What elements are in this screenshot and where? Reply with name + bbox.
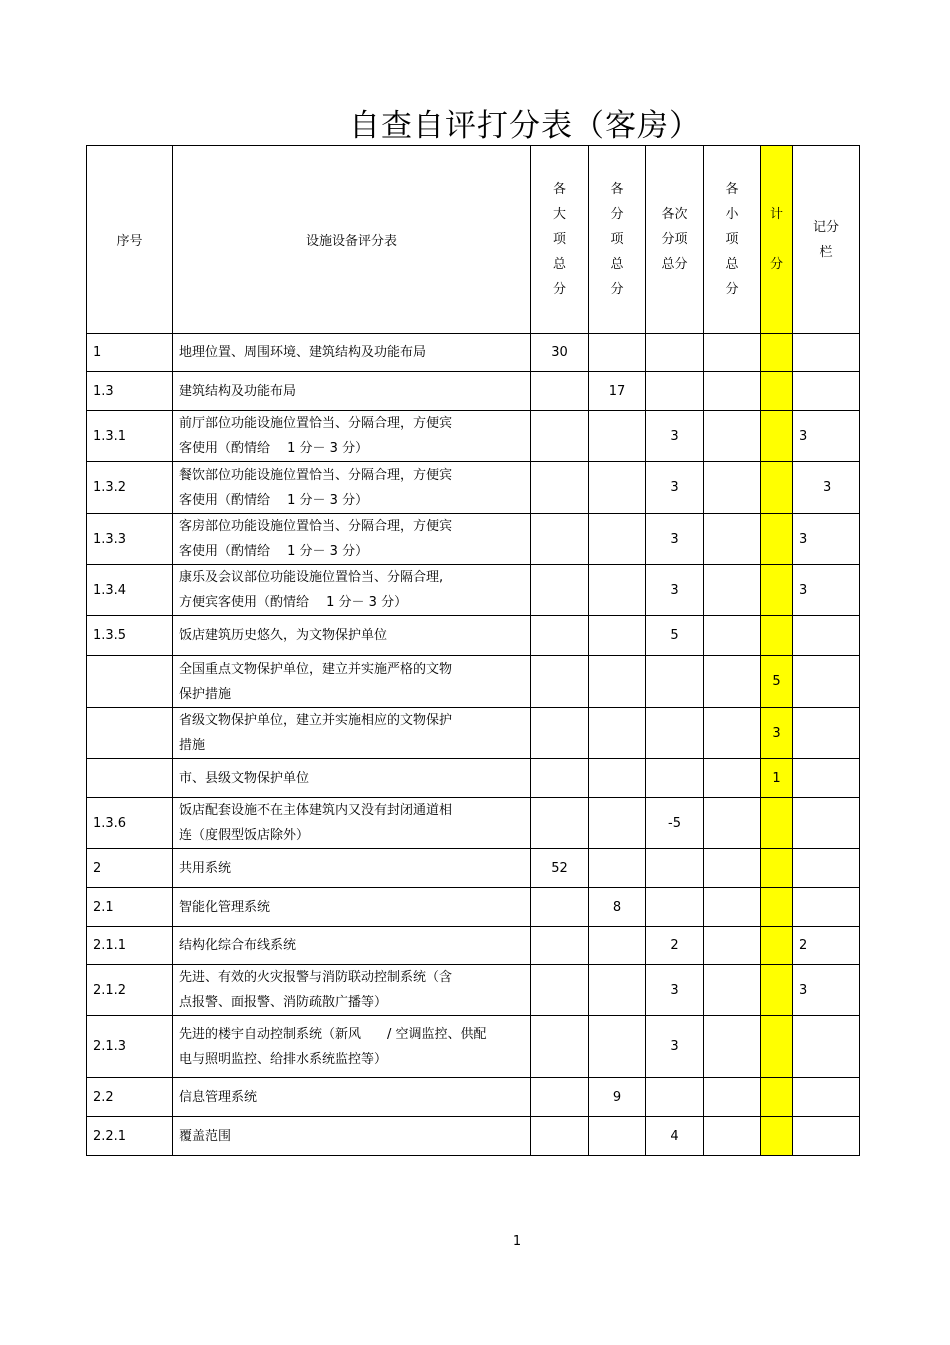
cell-minor: [704, 888, 761, 927]
cell-major: [531, 411, 589, 462]
cell-minor: [704, 965, 761, 1016]
cell-count: [761, 1078, 793, 1117]
cell-count: [761, 888, 793, 927]
cell-count: [761, 462, 793, 514]
cell-record: [793, 759, 860, 798]
table-row: [87, 1078, 860, 1117]
cell-major: [531, 1078, 589, 1117]
cell-secondary: 2: [646, 927, 704, 965]
cell-record: 3: [793, 514, 860, 565]
table-row: [87, 565, 860, 616]
header-row: [87, 146, 860, 334]
cell-desc: 康乐及会议部位功能设施位置恰当、分隔合理, 方便宾客使用（酌情给 1 分－ 3 分）: [173, 565, 531, 616]
cell-count: [761, 565, 793, 616]
cell-minor: [704, 927, 761, 965]
cell-sub: [589, 849, 646, 888]
cell-desc: 先进、有效的火灾报警与消防联动控制系统（含 点报警、面报警、消防疏散广播等）: [173, 965, 531, 1016]
cell-count: [761, 1117, 793, 1156]
cell-record: [793, 708, 860, 759]
cell-secondary: 5: [646, 616, 704, 656]
cell-count: [761, 372, 793, 411]
cell-secondary: 3: [646, 565, 704, 616]
cell-sub: [589, 334, 646, 372]
cell-record: [793, 849, 860, 888]
cell-secondary: [646, 372, 704, 411]
cell-secondary: [646, 656, 704, 708]
cell-seq: 2.1.3: [87, 1016, 173, 1078]
cell-record: 3: [793, 565, 860, 616]
cell-secondary: [646, 708, 704, 759]
cell-desc: 地理位置、周围环境、建筑结构及功能布局: [173, 334, 531, 372]
cell-seq: 1.3.1: [87, 411, 173, 462]
header-name: 设施设备评分表: [173, 146, 531, 334]
table-row: [87, 656, 860, 708]
cell-desc: 共用系统: [173, 849, 531, 888]
header-sub: 各 分 项 总 分: [589, 146, 646, 334]
cell-count: [761, 616, 793, 656]
cell-major: 30: [531, 334, 589, 372]
cell-count: [761, 411, 793, 462]
cell-seq: [87, 656, 173, 708]
cell-major: [531, 656, 589, 708]
cell-minor: [704, 411, 761, 462]
cell-count: 5: [761, 656, 793, 708]
cell-minor: [704, 462, 761, 514]
cell-sub: [589, 708, 646, 759]
cell-secondary: [646, 849, 704, 888]
cell-sub: [589, 411, 646, 462]
cell-major: [531, 616, 589, 656]
header-secondary: 各次 分项 总分: [646, 146, 704, 334]
cell-desc: 饭店配套设施不在主体建筑内又没有封闭通道相 连（度假型饭店除外）: [173, 798, 531, 849]
cell-seq: [87, 708, 173, 759]
cell-major: [531, 1117, 589, 1156]
table-row: [87, 965, 860, 1016]
cell-seq: [87, 759, 173, 798]
table-row: [87, 759, 860, 798]
cell-major: [531, 927, 589, 965]
cell-count: 3: [761, 708, 793, 759]
cell-count: [761, 798, 793, 849]
header-count: 计 分: [761, 146, 793, 334]
cell-secondary: 3: [646, 411, 704, 462]
table-row: [87, 849, 860, 888]
cell-minor: [704, 1117, 761, 1156]
cell-minor: [704, 759, 761, 798]
cell-secondary: 3: [646, 965, 704, 1016]
cell-record: [793, 334, 860, 372]
cell-sub: 8: [589, 888, 646, 927]
table-row: [87, 411, 860, 462]
cell-seq: 2.2.1: [87, 1117, 173, 1156]
cell-major: [531, 1016, 589, 1078]
header-major: 各 大 项 总 分: [531, 146, 589, 334]
cell-record: 3: [793, 965, 860, 1016]
cell-seq: 1.3.2: [87, 462, 173, 514]
cell-seq: 2: [87, 849, 173, 888]
cell-minor: [704, 656, 761, 708]
cell-record: [793, 616, 860, 656]
cell-major: [531, 565, 589, 616]
header-minor: 各 小 项 总 分: [704, 146, 761, 334]
cell-secondary: [646, 1078, 704, 1117]
cell-minor: [704, 708, 761, 759]
cell-secondary: [646, 334, 704, 372]
cell-desc: 餐饮部位功能设施位置恰当、分隔合理，方便宾 客使用（酌情给 1 分－ 3 分）: [173, 462, 531, 514]
cell-count: [761, 927, 793, 965]
table-row: [87, 372, 860, 411]
header-record: 记分 栏: [793, 146, 860, 334]
cell-record: [793, 798, 860, 849]
cell-minor: [704, 616, 761, 656]
cell-sub: 9: [589, 1078, 646, 1117]
cell-major: 52: [531, 849, 589, 888]
cell-sub: [589, 759, 646, 798]
cell-desc: 建筑结构及功能布局: [173, 372, 531, 411]
cell-sub: [589, 462, 646, 514]
cell-desc: 覆盖范围: [173, 1117, 531, 1156]
cell-major: [531, 888, 589, 927]
cell-seq: 2.1.2: [87, 965, 173, 1016]
cell-seq: 2.1.1: [87, 927, 173, 965]
cell-minor: [704, 514, 761, 565]
cell-desc: 全国重点文物保护单位，建立并实施严格的文物 保护措施: [173, 656, 531, 708]
cell-desc: 省级文物保护单位，建立并实施相应的文物保护 措施: [173, 708, 531, 759]
cell-sub: [589, 927, 646, 965]
cell-major: [531, 798, 589, 849]
header-seq: 序号: [87, 146, 173, 334]
cell-desc: 信息管理系统: [173, 1078, 531, 1117]
cell-sub: [589, 965, 646, 1016]
cell-sub: [589, 514, 646, 565]
cell-count: [761, 849, 793, 888]
cell-seq: 1.3.3: [87, 514, 173, 565]
cell-major: [531, 759, 589, 798]
cell-seq: 2.2: [87, 1078, 173, 1117]
cell-record: 3: [793, 411, 860, 462]
cell-secondary: 3: [646, 462, 704, 514]
cell-record: 3: [793, 462, 860, 514]
table-row: [87, 708, 860, 759]
table-row: [87, 888, 860, 927]
cell-secondary: 3: [646, 1016, 704, 1078]
cell-record: [793, 656, 860, 708]
page-number: 1: [512, 1234, 522, 1249]
cell-desc: 智能化管理系统: [173, 888, 531, 927]
cell-major: [531, 462, 589, 514]
cell-record: 2: [793, 927, 860, 965]
cell-secondary: [646, 888, 704, 927]
cell-seq: 1.3.5: [87, 616, 173, 656]
cell-seq: 1: [87, 334, 173, 372]
cell-minor: [704, 1078, 761, 1117]
cell-secondary: -5: [646, 798, 704, 849]
cell-record: [793, 1078, 860, 1117]
cell-major: [531, 514, 589, 565]
cell-secondary: 3: [646, 514, 704, 565]
cell-count: [761, 1016, 793, 1078]
cell-secondary: [646, 759, 704, 798]
table-row: [87, 927, 860, 965]
cell-record: [793, 888, 860, 927]
cell-seq: 1.3: [87, 372, 173, 411]
cell-desc: 客房部位功能设施位置恰当、分隔合理，方便宾 客使用（酌情给 1 分－ 3 分）: [173, 514, 531, 565]
cell-record: [793, 1016, 860, 1078]
cell-minor: [704, 1016, 761, 1078]
cell-sub: 17: [589, 372, 646, 411]
cell-minor: [704, 372, 761, 411]
cell-sub: [589, 616, 646, 656]
cell-desc: 饭店建筑历史悠久，为文物保护单位: [173, 616, 531, 656]
cell-major: [531, 372, 589, 411]
cell-seq: 1.3.4: [87, 565, 173, 616]
cell-record: [793, 372, 860, 411]
cell-desc: 市、县级文物保护单位: [173, 759, 531, 798]
cell-minor: [704, 849, 761, 888]
cell-major: [531, 965, 589, 1016]
cell-count: 1: [761, 759, 793, 798]
table-row: [87, 462, 860, 514]
table-row: [87, 616, 860, 656]
table-row: [87, 798, 860, 849]
cell-seq: 1.3.6: [87, 798, 173, 849]
cell-count: [761, 334, 793, 372]
cell-minor: [704, 334, 761, 372]
cell-sub: [589, 798, 646, 849]
cell-sub: [589, 1016, 646, 1078]
cell-record: [793, 1117, 860, 1156]
table-row: [87, 1117, 860, 1156]
cell-major: [531, 708, 589, 759]
cell-desc: 前厅部位功能设施位置恰当、分隔合理，方便宾 客使用（酌情给 1 分－ 3 分）: [173, 411, 531, 462]
cell-sub: [589, 1117, 646, 1156]
page-title: 自查自评打分表（客房）: [349, 108, 701, 144]
cell-count: [761, 514, 793, 565]
cell-sub: [589, 565, 646, 616]
cell-secondary: 4: [646, 1117, 704, 1156]
cell-desc: 结构化综合布线系统: [173, 927, 531, 965]
cell-seq: 2.1: [87, 888, 173, 927]
score-table: [86, 145, 860, 1156]
table-row: [87, 514, 860, 565]
cell-minor: [704, 798, 761, 849]
cell-sub: [589, 656, 646, 708]
cell-minor: [704, 565, 761, 616]
table-row: [87, 334, 860, 372]
table-body: [87, 334, 860, 1156]
cell-desc: 先进的楼宇自动控制系统（新风 / 空调监控、供配 电与照明监控、给排水系统监控等）: [173, 1016, 531, 1078]
table-row: [87, 1016, 860, 1078]
cell-count: [761, 965, 793, 1016]
